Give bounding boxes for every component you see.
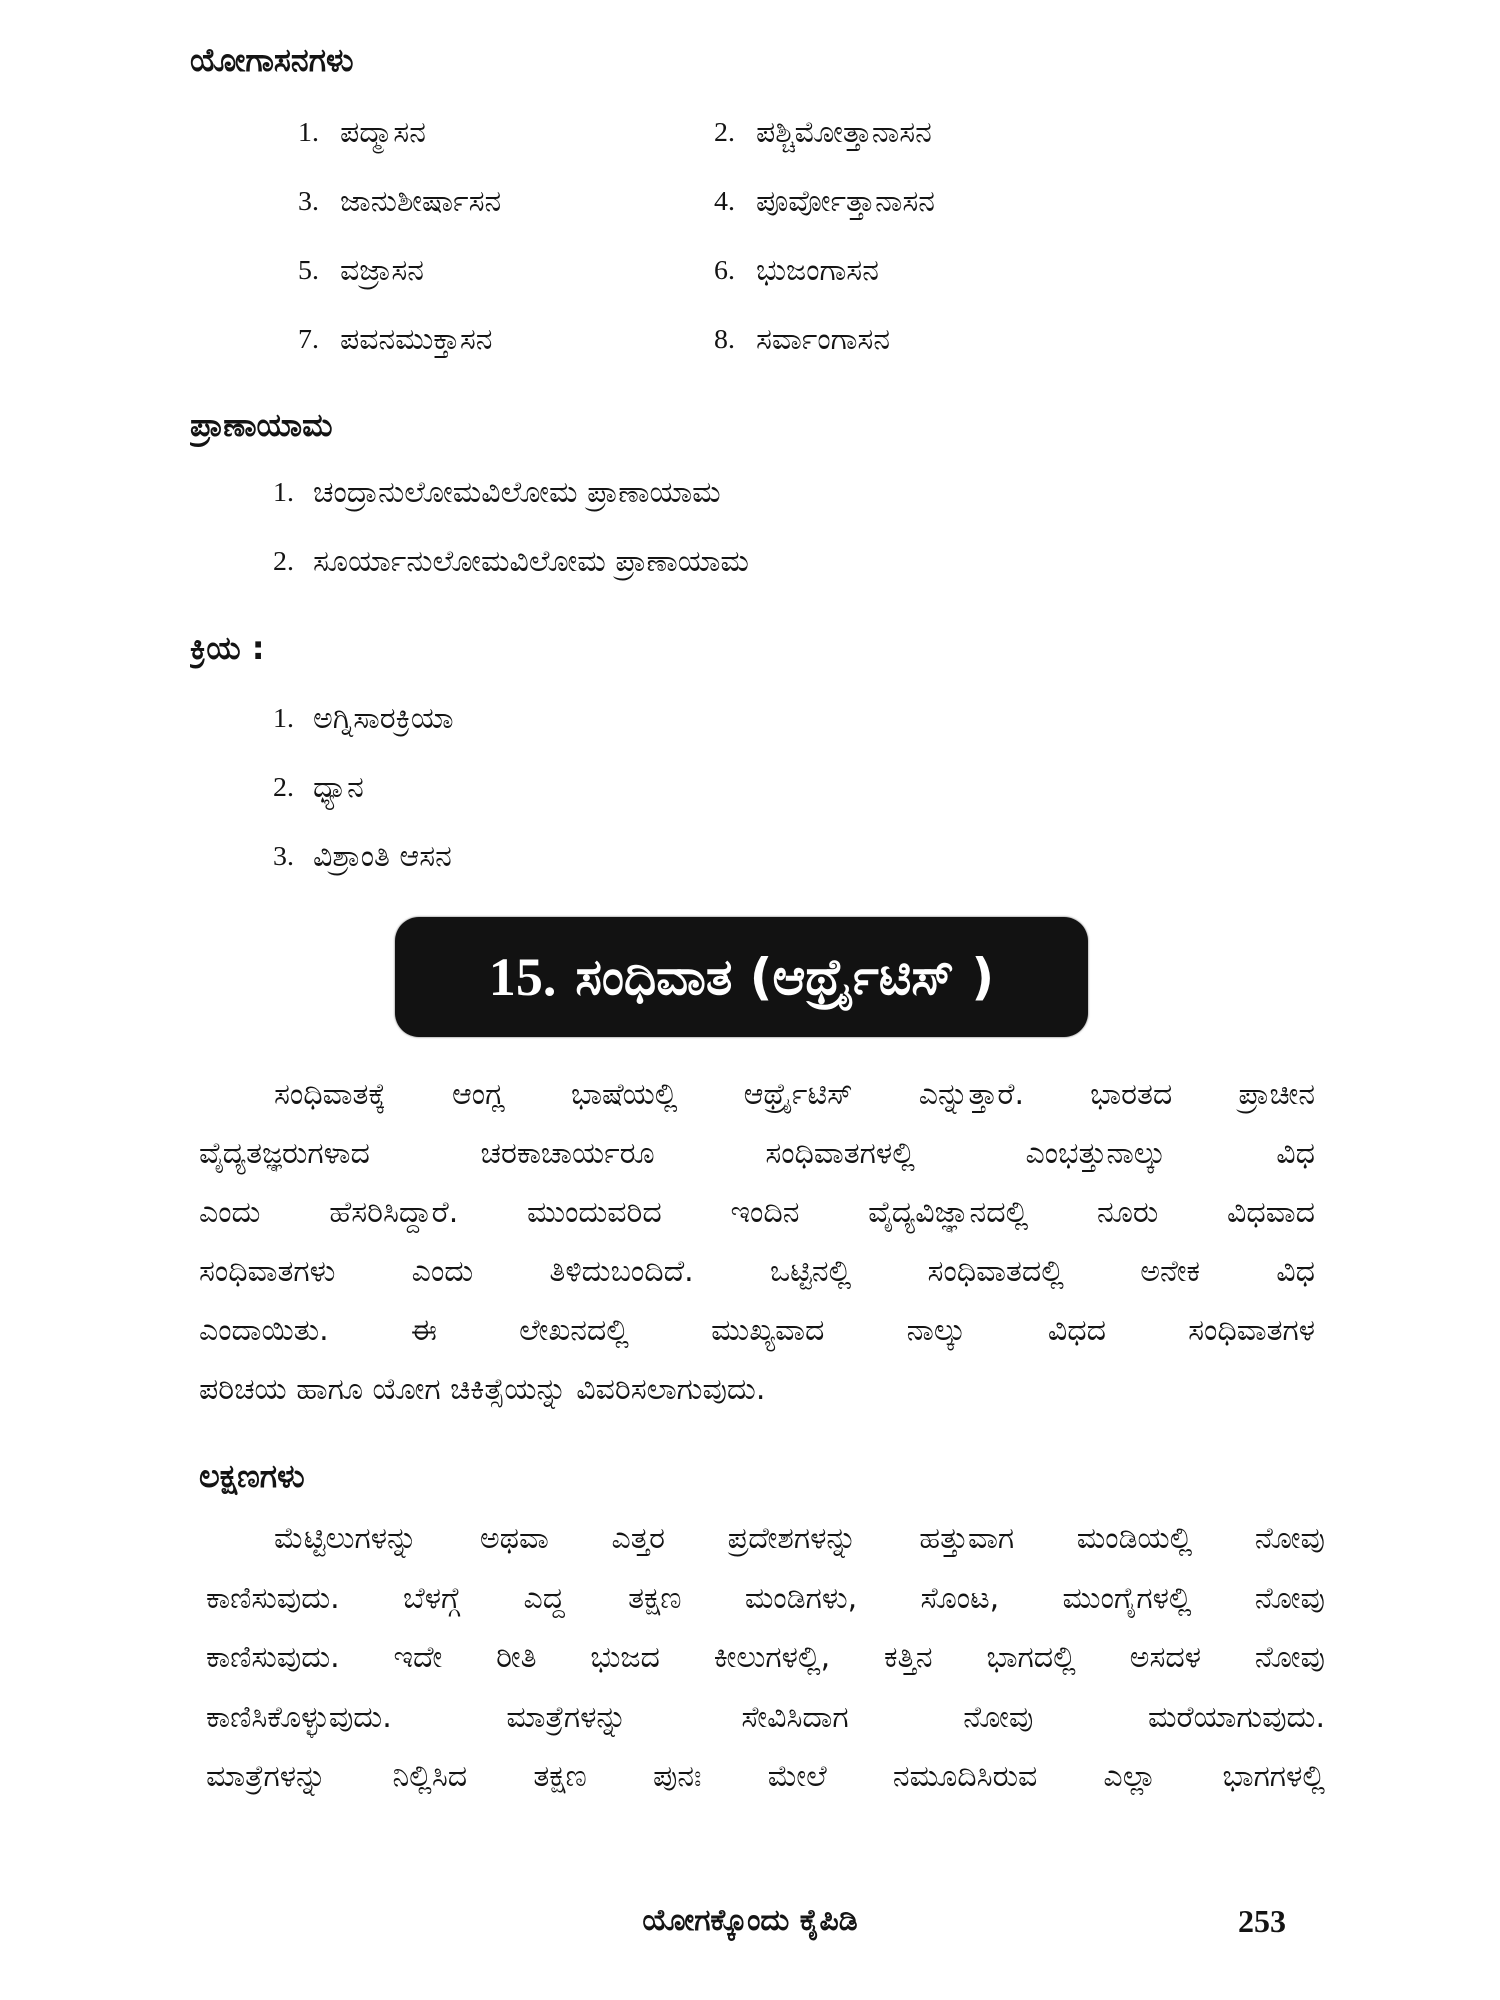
list-number: 2. (273, 545, 294, 577)
asana-name: ಭುಜಂಗಾಸನ (756, 253, 879, 288)
pranayama-heading: ಪ್ರಾಣಾಯಾಮ (190, 406, 333, 444)
kriya-name: ವಿಶ್ರಾಂತಿ ಆಸನ (313, 839, 452, 874)
chapter-title: ಸಂಧಿವಾತ (ಆರ್ಥ್ರೈಟಿಸ್ ) (575, 947, 995, 1006)
list-item (273, 753, 1273, 822)
list-number: 1. (273, 702, 294, 734)
paragraph-line: ವೈದ್ಯತಜ್ಞರುಗಳಾದ ಚರಕಾಚಾರ್ಯರೂ ಸಂಧಿವಾತಗಳಲ್ಲಿ ಎಂಭತ್ತುನಾಲ್ಕು ವಿಧ (199, 1136, 1315, 1171)
list-item (714, 167, 1194, 236)
list-number: 7. (298, 323, 319, 355)
list-item (714, 98, 1194, 167)
list-number: 1. (273, 476, 294, 508)
list-item (273, 527, 1273, 596)
asana-name: ವಜ್ರಾಸನ (340, 253, 424, 288)
paragraph-line: ಮಾತ್ರೆಗಳನ್ನು ನಿಲ್ಲಿಸಿದ ತಕ್ಷಣ ಪುನಃ ಮೇಲೆ ನಮೂದಿಸಿರುವ ಎಲ್ಲಾ ಭಾಗಗಳಲ್ಲಿ (206, 1759, 1325, 1794)
list-number: 4. (714, 185, 735, 217)
kriya-name: ಧ್ಯಾನ (313, 770, 364, 805)
asana-name: ಪವನಮುಕ್ತಾಸನ (340, 322, 493, 357)
list-item (273, 684, 1273, 753)
asana-name: ಪಶ್ಚಿಮೋತ್ತಾನಾಸನ (756, 115, 932, 150)
list-number: 8. (714, 323, 735, 355)
paragraph-line: ಕಾಣಿಸುವುದು. ಬೆಳಗ್ಗೆ ಎದ್ದ ತಕ್ಷಣ ಮಂಡಿಗಳು, ಸೊಂಟ, ಮುಂಗೈಗಳಲ್ಲಿ ನೋವು (206, 1580, 1325, 1616)
list-number: 2. (714, 116, 735, 148)
paragraph-line: ಸಂಧಿವಾತಕ್ಕೆ ಆಂಗ್ಲ ಭಾಷೆಯಲ್ಲಿ ಆರ್ಥ್ರೈಟಿಸ್ ಎನ್ನುತ್ತಾರೆ. ಭಾರತದ ಪ್ರಾಚೀನ (274, 1077, 1315, 1112)
kriya-name: ಅಗ್ನಿಸಾರಕ್ರಿಯಾ (313, 701, 454, 736)
list-item (273, 822, 1273, 891)
chapter-number: 15. (488, 947, 557, 1007)
paragraph-line: ಮೆಟ್ಟಿಲುಗಳನ್ನು ಅಥವಾ ಎತ್ತರ ಪ್ರದೇಶಗಳನ್ನು ಹತ್ತುವಾಗ ಮಂಡಿಯಲ್ಲಿ ನೋವು (274, 1521, 1325, 1556)
kriya-heading: ಕ್ರಿಯ : (190, 629, 265, 667)
asana-name: ಪೂರ್ವೋತ್ತಾನಾಸನ (756, 184, 935, 219)
introduction-paragraph (199, 1065, 1315, 1419)
pranayama-name: ಚಂದ್ರಾನುಲೋಮವಿಲೋಮ ಪ್ರಾಣಾಯಾಮ (313, 475, 721, 510)
page-number: 253 (1238, 1903, 1286, 1939)
list-item (298, 98, 714, 167)
list-item (298, 236, 714, 305)
list-number: 3. (298, 185, 319, 217)
yogasanas-heading: ಯೋಗಾಸನಗಳು (190, 41, 354, 79)
pranayama-list (273, 458, 1273, 596)
list-number: 3. (273, 840, 294, 872)
symptoms-heading: ಲಕ್ಷಣಗಳು (199, 1457, 305, 1495)
list-item (714, 305, 1194, 374)
paragraph-line: ಎಂದಾಯಿತು. ಈ ಲೇಖನದಲ್ಲಿ ಮುಖ್ಯವಾದ ನಾಲ್ಕು ವಿಧದ ಸಂಧಿವಾತಗಳ (199, 1313, 1315, 1348)
asana-name: ಜಾನುಶೀರ್ಷಾಸನ (340, 184, 502, 219)
paragraph-line: ಸಂಧಿವಾತಗಳು ಎಂದು ತಿಳಿದುಬಂದಿದೆ. ಒಟ್ಟಿನಲ್ಲಿ ಸಂಧಿವಾತದಲ್ಲಿ ಅನೇಕ ವಿಧ (199, 1254, 1315, 1289)
paragraph-line: ಎಂದು ಹೆಸರಿಸಿದ್ದಾರೆ. ಮುಂದುವರಿದ ಇಂದಿನ ವೈದ್ಯವಿಜ್ಞಾನದಲ್ಲಿ ನೂರು ವಿಧವಾದ (199, 1195, 1315, 1230)
chapter-title-box (395, 917, 1088, 1037)
yogasanas-list (298, 98, 1194, 374)
kriya-list (273, 684, 1273, 891)
pranayama-name: ಸೂರ್ಯಾನುಲೋಮವಿಲೋಮ ಪ್ರಾಣಾಯಾಮ (313, 544, 749, 579)
symptoms-paragraph (206, 1509, 1325, 1807)
asana-name: ಪದ್ಮಾಸನ (340, 115, 426, 150)
list-item (714, 236, 1194, 305)
list-item (273, 458, 1273, 527)
paragraph-line: ಕಾಣಿಸುವುದು. ಇದೇ ರೀತಿ ಭುಜದ ಕೀಲುಗಳಲ್ಲಿ, ಕತ್ತಿನ ಭಾಗದಲ್ಲಿ ಅಸದಳ ನೋವು (206, 1640, 1325, 1675)
list-item (298, 167, 714, 236)
paragraph-line: ಪರಿಚಯ ಹಾಗೂ ಯೋಗ ಚಿಕಿತ್ಸೆಯನ್ನು ವಿವರಿಸಲಾಗುವುದು. (199, 1372, 766, 1407)
list-number: 1. (298, 116, 319, 148)
running-footer-book-title: ಯೋಗಕ್ಕೊಂದು ಕೈಪಿಡಿ (642, 1903, 858, 1938)
paragraph-line: ಕಾಣಿಸಿಕೊಳ್ಳುವುದು. ಮಾತ್ರೆಗಳನ್ನು ಸೇವಿಸಿದಾಗ ನೋವು ಮರೆಯಾಗುವುದು. (206, 1699, 1325, 1735)
list-number: 5. (298, 254, 319, 286)
asana-name: ಸರ್ವಾಂಗಾಸನ (756, 322, 891, 357)
list-number: 6. (714, 254, 735, 286)
list-item (298, 305, 714, 374)
list-number: 2. (273, 771, 294, 803)
